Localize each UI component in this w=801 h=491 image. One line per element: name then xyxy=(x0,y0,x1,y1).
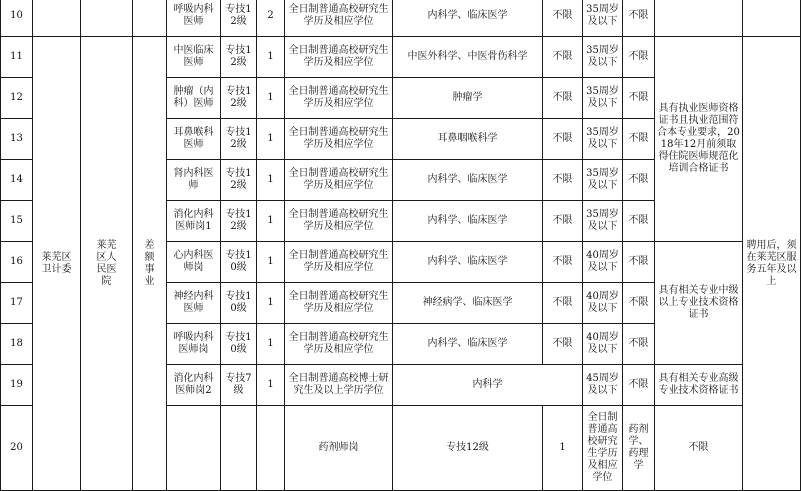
hire-count: 1 xyxy=(257,242,285,283)
major-req: 药剂学、药理学 xyxy=(623,406,655,491)
age-req: 45周岁及以下 xyxy=(583,365,623,406)
cert-req-c: 具有相关专业高级专业技术资格证书 xyxy=(655,365,743,406)
gender-req: 不限 xyxy=(543,283,583,324)
major-req: 内科学、临床医学 xyxy=(393,160,543,201)
other-req: 不限 xyxy=(623,283,655,324)
row-number: 10 xyxy=(1,0,33,37)
other-req: 不限 xyxy=(623,160,655,201)
post-level: 专技12级 xyxy=(221,119,257,160)
row-number: 16 xyxy=(1,242,33,283)
major-req: 内科学、临床医学 xyxy=(393,201,543,242)
post-name: 肾内科医师 xyxy=(167,160,221,201)
post-level: 专技7级 xyxy=(221,365,257,406)
row-number: 13 xyxy=(1,119,33,160)
row-number: 19 xyxy=(1,365,33,406)
education-req: 全日制普通高校研究生学历及相应学位 xyxy=(285,324,393,365)
post-name: 呼吸内科医师岗 xyxy=(167,324,221,365)
other-req: 不限 xyxy=(623,78,655,119)
hire-count: 1 xyxy=(257,37,285,78)
table-row xyxy=(1,37,801,78)
cert-req-a: 具有执业医师资格证书且执业范围符合本专业要求，2018年12月前须取得住院医师规范化培训合格证书 xyxy=(655,37,743,242)
gender-req: 不限 xyxy=(543,37,583,78)
education-req: 全日制普通高校研究生学历及相应学位 xyxy=(285,0,393,37)
gender-req: 不限 xyxy=(543,201,583,242)
unit-cell xyxy=(81,37,133,491)
post-name: 消化内科医师岗2 xyxy=(167,365,221,406)
post-name: 肿瘤（内科）医师 xyxy=(167,78,221,119)
other-req: 不限 xyxy=(623,365,655,406)
gender-req: 不限 xyxy=(543,160,583,201)
major-req: 内科学、临床医学 xyxy=(393,0,543,37)
post-name: 呼吸内科医师 xyxy=(167,0,221,37)
cert-cell-top xyxy=(655,0,743,37)
education-req: 全日制普通高校研究生学历及相应学位 xyxy=(285,78,393,119)
unit-type-cell-top xyxy=(133,0,167,37)
service-cell-top xyxy=(743,0,801,37)
major-req: 耳鼻咽喉科学 xyxy=(393,119,543,160)
hire-count: 1 xyxy=(257,119,285,160)
row-number: 18 xyxy=(1,324,33,365)
post-level: 专技12级 xyxy=(393,406,543,491)
gender-req: 不限 xyxy=(543,242,583,283)
unit-cell-top xyxy=(81,0,133,37)
education-req: 全日制普通高校研究生学历及相应学位 xyxy=(285,283,393,324)
post-name: 神经内科医师 xyxy=(167,283,221,324)
post-level: 专技12级 xyxy=(221,160,257,201)
hire-count: 1 xyxy=(257,160,285,201)
hire-count: 1 xyxy=(543,406,583,491)
row-number: 17 xyxy=(1,283,33,324)
unit-type-cell-bottom xyxy=(257,406,285,491)
post-level: 专技12级 xyxy=(221,78,257,119)
hire-count: 1 xyxy=(257,324,285,365)
post-name: 消化内科医师岗1 xyxy=(167,201,221,242)
row-number: 11 xyxy=(1,37,33,78)
row-number: 14 xyxy=(1,160,33,201)
post-level: 专技12级 xyxy=(221,201,257,242)
education-req: 全日制普通高校研究生学历及相应学位 xyxy=(285,37,393,78)
age-req: 40周岁及以下 xyxy=(583,242,623,283)
service-req: 聘用后，须在莱芜区服务五年及以上 xyxy=(743,37,801,491)
hire-count: 1 xyxy=(257,201,285,242)
post-name: 药剂师岗 xyxy=(285,406,393,491)
dept-cell-top xyxy=(33,0,81,37)
other-req: 不限 xyxy=(623,119,655,160)
age-req: 35周岁及以下 xyxy=(583,119,623,160)
other-req: 不限 xyxy=(623,37,655,78)
post-name: 中医临床医师 xyxy=(167,37,221,78)
post-level: 专技12级 xyxy=(221,37,257,78)
hire-count: 2 xyxy=(257,0,285,37)
row-number: 12 xyxy=(1,78,33,119)
unit-type-cell xyxy=(133,37,167,491)
row-number: 15 xyxy=(1,201,33,242)
dept-text: 莱芜区卫计委 xyxy=(41,251,72,275)
age-req: 35周岁及以下 xyxy=(583,78,623,119)
major-req: 内科学、临床医学 xyxy=(393,324,543,365)
education-req: 全日制普通高校博士研究生及以上学历学位 xyxy=(285,365,393,406)
post-name: 耳鼻喉科医师 xyxy=(167,119,221,160)
age-req: 40周岁及以下 xyxy=(583,324,623,365)
age-req: 35周岁及以下 xyxy=(583,201,623,242)
hire-count: 1 xyxy=(257,283,285,324)
major-req: 内科学、临床医学 xyxy=(393,242,543,283)
post-name: 心内科医师岗 xyxy=(167,242,221,283)
age-req: 35周岁及以下 xyxy=(583,0,623,37)
other-req: 不限 xyxy=(623,201,655,242)
education-req: 全日制普通高校研究生学历及相应学位 xyxy=(285,201,393,242)
unit-text: 莱芜区人民医院 xyxy=(96,239,117,287)
education-req: 全日制普通高校研究生学历及相应学位 xyxy=(285,242,393,283)
dept-cell-bottom xyxy=(167,406,221,491)
gender-req: 不限 xyxy=(543,119,583,160)
other-req: 不限 xyxy=(623,242,655,283)
age-req: 40周岁及以下 xyxy=(583,283,623,324)
post-level: 专技10级 xyxy=(221,324,257,365)
unit-cell-bottom xyxy=(221,406,257,491)
post-level: 专技10级 xyxy=(221,242,257,283)
age-req: 35周岁及以下 xyxy=(583,37,623,78)
dept-cell xyxy=(33,37,81,491)
other-req: 不限 xyxy=(623,324,655,365)
education-req: 全日制普通高校研究生学历及相应学位 xyxy=(583,406,623,491)
post-level: 专技10级 xyxy=(221,283,257,324)
major-req: 中医外科学、中医骨伤科学 xyxy=(393,37,543,78)
gender-req: 不限 xyxy=(655,406,743,491)
hire-count: 1 xyxy=(257,365,285,406)
unit-type-text: 差额事业 xyxy=(144,239,155,287)
table-row xyxy=(1,0,801,37)
post-level: 专技12级 xyxy=(221,0,257,37)
gender-req: 不限 xyxy=(543,324,583,365)
education-req: 全日制普通高校研究生学历及相应学位 xyxy=(285,119,393,160)
major-req: 内科学 xyxy=(393,365,583,406)
gender-req: 不限 xyxy=(543,0,583,37)
hire-count: 1 xyxy=(257,78,285,119)
gender-req: 不限 xyxy=(543,78,583,119)
cert-req-b: 具有相关专业中级以上专业技术资格证书 xyxy=(655,242,743,365)
education-req: 全日制普通高校研究生学历及相应学位 xyxy=(285,160,393,201)
age-req: 35周岁及以下 xyxy=(583,160,623,201)
major-req: 肿瘤学 xyxy=(393,78,543,119)
other-req: 不限 xyxy=(623,0,655,37)
major-req: 神经病学、临床医学 xyxy=(393,283,543,324)
row-number: 20 xyxy=(1,406,33,491)
